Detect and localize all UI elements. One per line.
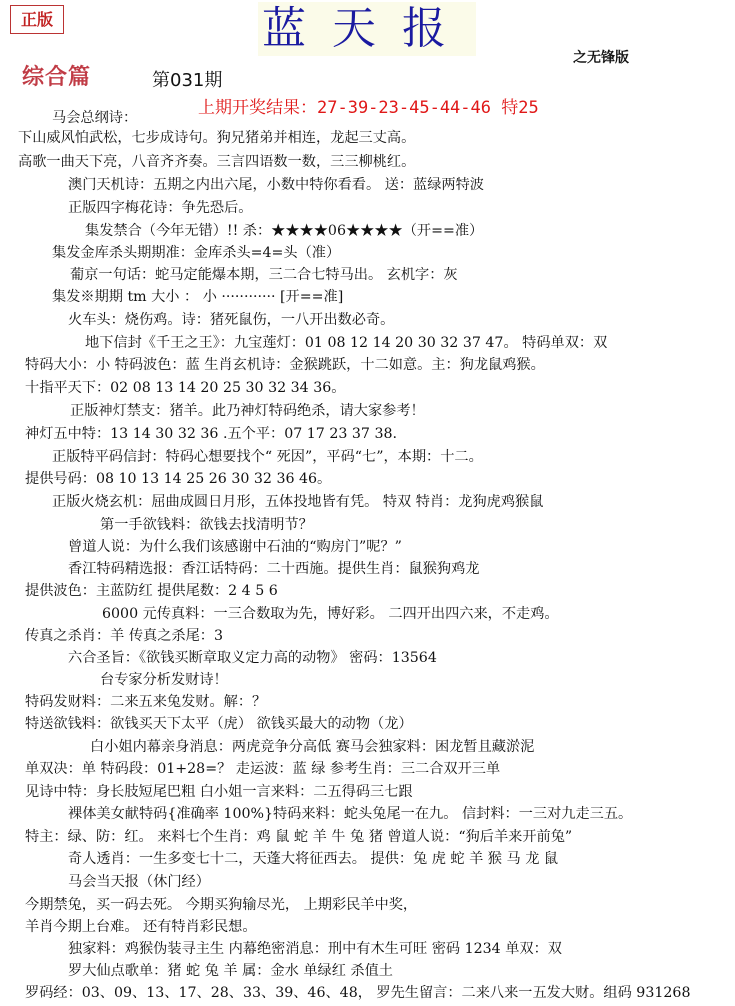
text-line: 提供波色：主蓝防红 提供尾数：2 4 5 6 xyxy=(25,583,278,599)
text-line: 集发禁合（今年无错）!! 杀：★★★★06★★★★（开==准） xyxy=(85,223,484,239)
newspaper-title: 蓝天报 xyxy=(258,2,476,56)
last-result-special: 特25 xyxy=(501,98,539,118)
section-heading: 综合篇 xyxy=(22,64,92,90)
text-line: 澳门天机诗：五期之内出六尾，小数中特你看看。 送：蓝绿两特波 xyxy=(68,177,484,193)
text-line: 正版四字梅花诗：争先恐后。 xyxy=(68,200,253,216)
issue-number: 第031期 xyxy=(152,70,223,91)
last-result-label: 上期开奖结果： xyxy=(198,98,317,118)
text-line: 葡京一句话：蛇马定能爆本期，三二合七特马出。 玄机字：灰 xyxy=(70,267,458,283)
text-line: 正版火烧玄机：屈曲成圆日月形，五体投地皆有凭。 特双 特肖：龙狗虎鸡猴鼠 xyxy=(52,494,544,510)
text-line: 白小姐内幕亲身消息：两虎竞争分高低 赛马会独家料：困龙暂且藏淤泥 xyxy=(90,739,535,755)
text-line: 第一手欲钱料：欲钱去找清明节？ xyxy=(100,517,313,533)
text-line: 正版神灯禁支：猪羊。此乃神灯特码绝杀，请大家参考！ xyxy=(70,403,425,419)
text-line: 神灯五中特：13 14 30 32 36 .五个平：07 17 23 37 38. xyxy=(25,426,398,442)
text-line: 今期禁兔，买一码去死。 今期买狗输尽光， 上期彩民羊中奖， xyxy=(25,897,418,913)
text-line: 6000 元传真料：一三合数取为先，博好彩。 二四开出四六来，不走鸡。 xyxy=(102,606,559,622)
text-line: 奇人透肖：一生多变七十二，天蓬大将征西去。 提供：兔 虎 蛇 羊 猴 马 龙 鼠 xyxy=(68,851,559,867)
text-line: 特码发财料：二来五来兔发财。解：？ xyxy=(25,694,267,710)
text-line: 裸体美女献特码{准确率 100%}特码来料：蛇头兔尾一在九。 信封料：一三对九走三五。 xyxy=(68,806,633,822)
text-line: 火车头：烧伤鸡。诗：猪死鼠伤，一八开出数必奇。 xyxy=(68,312,395,328)
text-line: 特码大小：小 特码波色：蓝 生肖玄机诗：金猴跳跃，十二如意。主：狗龙鼠鸡猴。 xyxy=(25,357,545,373)
text-line: 下山威风怕武松，七步成诗句。狗兄猪弟并相连，龙起三丈高。 xyxy=(18,130,416,146)
text-line: 曾道人说：为什么我们该感谢中石油的“购房门”呢？” xyxy=(68,539,402,555)
text-line: 正版特平码信封：特码心想要找个“ 死因”，平码“七”，本期：十二。 xyxy=(52,449,483,465)
text-line: 地下信封《千王之王》：九宝莲灯：01 08 12 14 20 30 32 37 47。 特码单双：双 xyxy=(85,335,608,351)
text-line: 十指平天下：02 08 13 14 20 25 30 32 34 36。 xyxy=(25,380,346,396)
edition-label: 之无锋版 xyxy=(573,50,629,66)
text-line: 单双决：单 特码段：01+28=？ 走运波：蓝 绿 参考生肖：三二合双开三单 xyxy=(25,761,501,777)
text-line: 六合圣旨：《欲钱买断章取义定力高的动物》 密码：13564 xyxy=(68,650,437,666)
text-line: 独家料：鸡猴伪装寻主生 内幕绝密消息：刑中有木生可旺 密码 1234 单双：双 xyxy=(68,941,562,957)
text-line: 香江特码精选报：香江话特码：二十西施。提供生肖：鼠猴狗鸡龙 xyxy=(68,561,480,577)
text-line: 马会总纲诗： xyxy=(52,110,138,126)
text-line: 特主：绿、防：红。 来料七个生肖：鸡 鼠 蛇 羊 牛 兔 猪 曾道人说：“狗后羊来开前兔” xyxy=(25,829,573,845)
text-line: 罗大仙点歌单：猪 蛇 兔 羊 属：金水 单绿红 杀值土 xyxy=(68,963,393,979)
genuine-edition-stamp: 正版 xyxy=(10,5,64,34)
text-line: 提供号码：08 10 13 14 25 26 30 32 36 46。 xyxy=(25,471,332,487)
last-draw-result xyxy=(198,93,539,118)
text-line: 集发金库杀头期期准：金库杀头=4=头（准） xyxy=(52,245,341,261)
text-line: 见诗中特：身长肢短尾巴粗 白小姐一言来料：二五得码三七跟 xyxy=(25,784,413,800)
last-result-numbers: 27-39-23-45-44-46 xyxy=(317,98,491,118)
text-line: 罗码经：03、09、13、17、28、33、39、46、48， 罗先生留言：二来八来一五发大财。组码 931268 xyxy=(25,985,691,1001)
text-line: 台专家分析发财诗！ xyxy=(100,672,228,688)
text-line: 集发※期期 tm 大小 ： 小 ············ [开==准] xyxy=(52,289,344,305)
text-line: 高歌一曲天下亮，八音齐齐奏。三言四语数一数，三三柳桃红。 xyxy=(18,154,416,170)
text-line: 羊肖今期上台难。 还有特肖彩民想。 xyxy=(25,919,257,935)
text-line: 传真之杀肖：羊 传真之杀尾：3 xyxy=(25,628,223,644)
text-line: 马会当天报（休门经） xyxy=(68,874,210,890)
text-line: 特送欲钱料：欲钱买天下太平（虎） 欲钱买最大的动物（龙） xyxy=(25,716,413,732)
